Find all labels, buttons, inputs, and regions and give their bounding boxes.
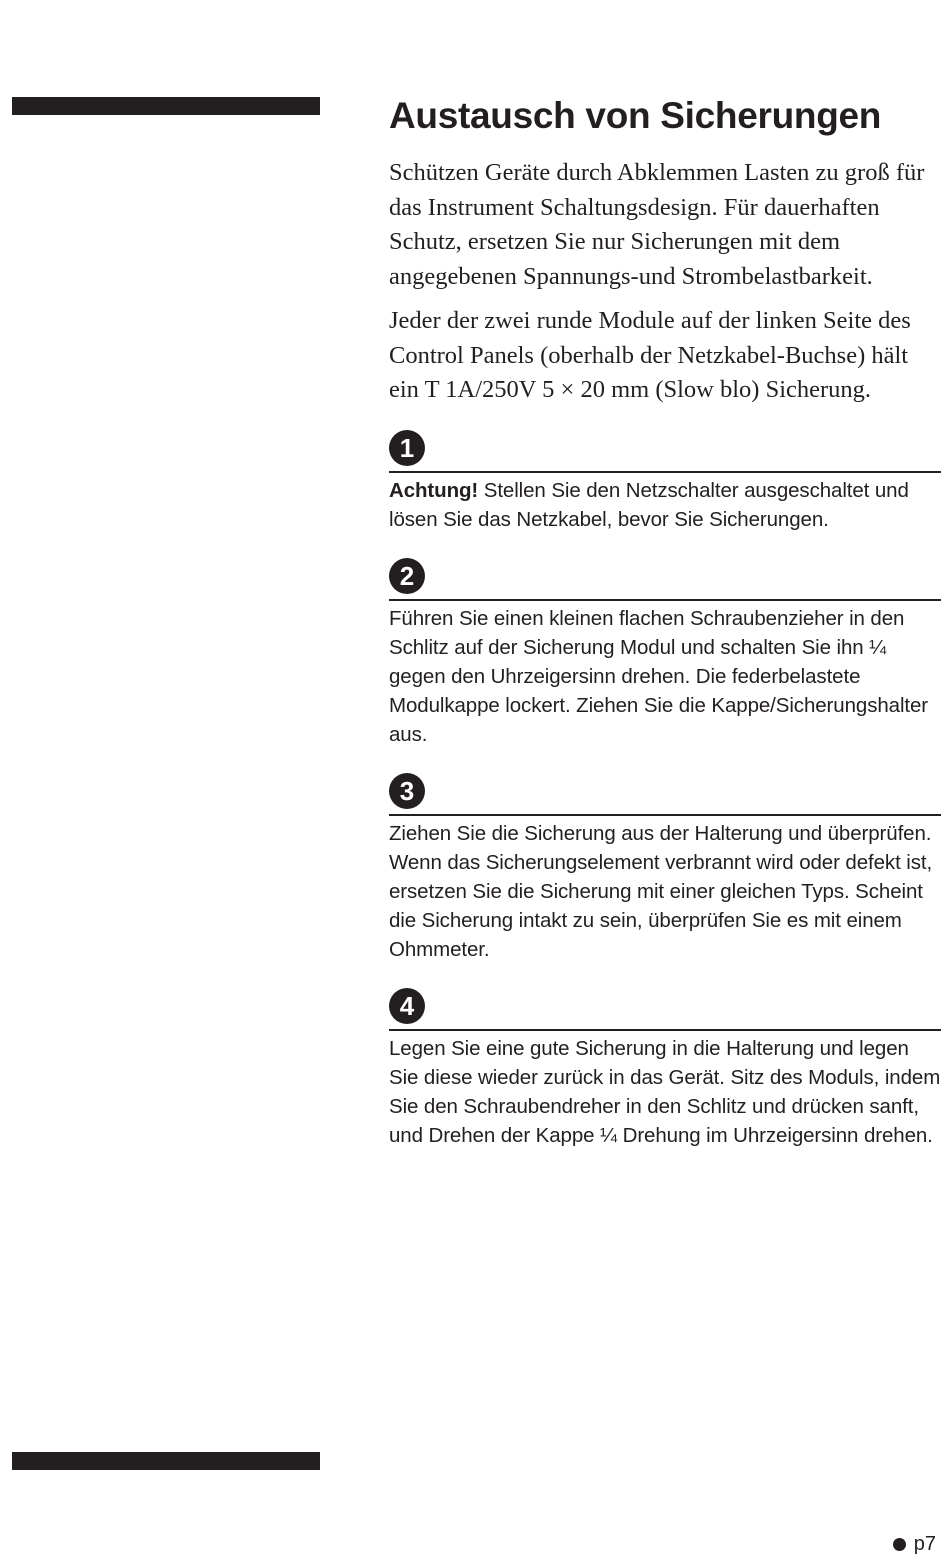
top-decorative-bar xyxy=(12,97,320,115)
step-1 xyxy=(389,430,941,534)
step-4 xyxy=(389,988,941,1150)
bullet-icon xyxy=(893,1538,906,1551)
step-1-header xyxy=(389,430,941,473)
step-1-number-icon: 1 xyxy=(389,430,425,466)
warning-label: Achtung! xyxy=(389,478,479,502)
step-2-number-icon: 2 xyxy=(389,558,425,594)
step-3-text: Ziehen Sie die Sicherung aus der Halterung und überprüfen. Wenn das Sicherungselement verbrannt wird oder defekt ist, ersetzen Sie die Sicherung mit einer gleichen Typs. Scheint die Sicherung intakt zu sein, überprüfen Sie es mit einem Ohmmeter. xyxy=(389,821,933,961)
bottom-decorative-bar xyxy=(12,1452,320,1470)
step-3 xyxy=(389,773,941,964)
step-2 xyxy=(389,558,941,749)
step-4-text: Legen Sie eine gute Sicherung in die Halterung und legen Sie diese wieder zurück in das Gerät. Sitz des Moduls, indem Sie den Schraubendreher in den Schlitz und drücken sanft, und Drehen der Kappe ¼ Drehung im Uhrzeigersinn drehen. xyxy=(389,1036,941,1147)
main-content xyxy=(389,92,941,1174)
page-title: Austausch von Sicherungen xyxy=(389,95,882,136)
step-4-header xyxy=(389,988,941,1031)
step-3-number-icon: 3 xyxy=(389,773,425,809)
page-footer xyxy=(893,1530,936,1558)
step-2-text: Führen Sie einen kleinen flachen Schraubenzieher in den Schlitz auf der Sicherung Modul und schalten Sie ihn ¼ gegen den Uhrzeigersinn drehen. Die federbelastete Modulkappe lockert. Ziehen Sie die Kappe/Sicherungshalter aus. xyxy=(389,606,929,746)
step-3-header xyxy=(389,773,941,816)
step-1-body: Stellen Sie den Netzschalter ausgeschaltet und lösen Sie das Netzkabel, bevor Sie Sicherungen. xyxy=(389,478,909,531)
step-1-text xyxy=(389,476,941,534)
intro-paragraph-1: Schützen Geräte durch Abklemmen Lasten zu groß für das Instrument Schaltungsdesign. Für dauerhaften Schutz, ersetzen Sie nur Sicherungen mit dem angegebenen Spannungs-und Strombelastbarkeit. xyxy=(389,159,925,290)
intro-paragraph-2: Jeder der zwei runde Module auf der linken Seite des Control Panels (oberhalb der Netzkabel-Buchse) hält ein T 1A/250V 5 × 20 mm (Slow blo) Sicherung. xyxy=(389,307,911,403)
step-4-number-icon: 4 xyxy=(389,988,425,1024)
step-2-header xyxy=(389,558,941,601)
page-number: p7 xyxy=(913,1533,936,1555)
